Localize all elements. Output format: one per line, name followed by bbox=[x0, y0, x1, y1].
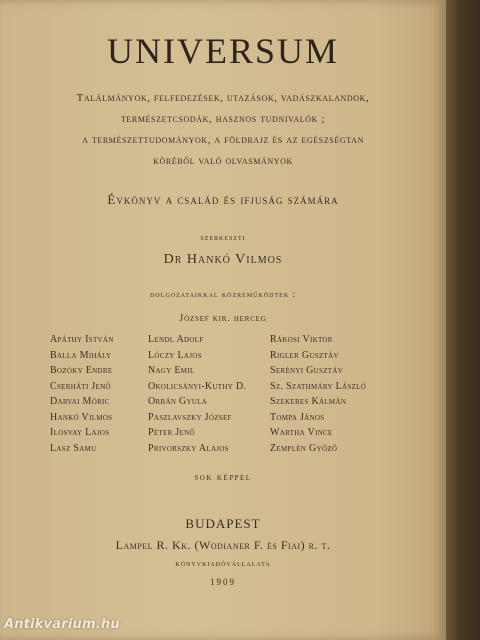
contributors-column-2 bbox=[148, 332, 246, 456]
contributor-name: Tompa János bbox=[270, 411, 325, 423]
publisher-subtitle: könyvkiadóvállalata bbox=[175, 558, 271, 568]
contributor-name: Bozóky Endre bbox=[50, 365, 113, 376]
contributor-name: Lasz Samu bbox=[50, 442, 97, 454]
contributor-name: Lóczy Lajos bbox=[148, 349, 202, 361]
contributor-name: Orbán Gyula bbox=[148, 396, 208, 407]
contributor-name: Wartha Vince bbox=[270, 427, 333, 438]
editor-name: Dr Hankó Vilmos bbox=[163, 252, 283, 267]
subtitle-line-3: a természettudományok, a földrajz és az egészségtan bbox=[82, 134, 364, 146]
contributor-name: Okolicsányi-Kuthy D. bbox=[148, 380, 247, 392]
contributor-name: Rákosi Viktor bbox=[270, 334, 333, 345]
contributor-name: Serényi Gusztáv bbox=[270, 365, 344, 376]
pictures-note: sok képpel bbox=[194, 472, 252, 483]
patron-name: József kir. herceg bbox=[179, 313, 267, 324]
subtitle-line-4: köréből való olvasmányok bbox=[153, 155, 293, 167]
contributor-name: Cserháti Jenő bbox=[50, 380, 111, 392]
contributor-name: Privorszky Alajos bbox=[148, 442, 229, 454]
contributor-name: Rigler Gusztáv bbox=[270, 349, 339, 361]
publication-year: 1909 bbox=[210, 577, 236, 587]
publication-city: BUDAPEST bbox=[185, 516, 261, 531]
contributors-label: dolgozataikkal közreműködtek : bbox=[150, 289, 296, 299]
contributor-name: Apáthy István bbox=[50, 334, 114, 345]
book-title: UNIVERSUM bbox=[106, 31, 339, 71]
contributor-name: Hankó Vilmos bbox=[50, 411, 113, 423]
contributor-name: Paszlavszky József bbox=[148, 411, 232, 423]
editor-label: szerkeszti bbox=[200, 233, 246, 242]
contributors-column-3 bbox=[270, 332, 366, 456]
contributors-column-1 bbox=[50, 332, 114, 456]
contributor-name: Nagy Emil bbox=[148, 365, 195, 376]
contributor-name: Péter Jenő bbox=[148, 427, 195, 438]
publisher-name: Lampel R. Kk. (Wodianer F. és Fiai) r. t. bbox=[115, 538, 331, 552]
contributor-name: Balla Mihály bbox=[50, 349, 112, 361]
subtitle-line-1: Találmányok, felfedezések, utazások, vadászkalandok, bbox=[76, 92, 370, 104]
contributor-name: Ilosvay Lajos bbox=[50, 427, 110, 438]
contributor-name: Szekeres Kálmán bbox=[270, 396, 347, 407]
contributor-name: Sz. Szathmáry László bbox=[270, 380, 367, 392]
contributor-name: Zemplén Győző bbox=[270, 442, 338, 454]
contributor-name: Darvai Móric bbox=[50, 396, 110, 407]
site-watermark: Antikvarium.hu bbox=[4, 617, 120, 632]
subtitle-line-2: természetcsodák, hasznos tudnivalók ; bbox=[120, 113, 326, 125]
contributor-name: Lendl Adolf bbox=[148, 334, 204, 345]
yearbook-line: Évkönyv a család és ifjuság számára bbox=[107, 192, 339, 207]
book-spine-edge bbox=[446, 0, 480, 640]
